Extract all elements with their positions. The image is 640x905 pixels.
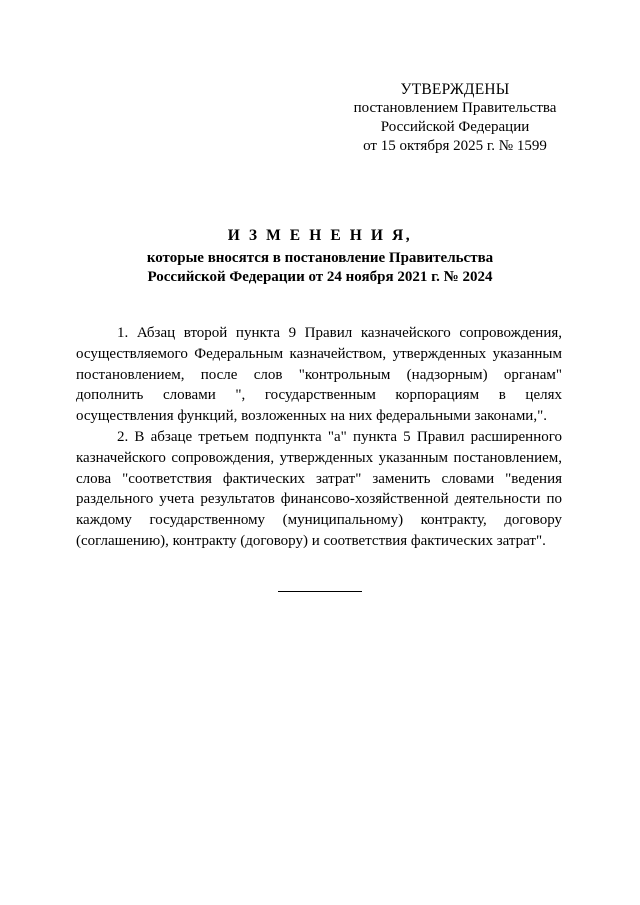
document-title: И З М Е Н Е Н И Я,	[227, 227, 413, 244]
end-separator-line	[278, 591, 362, 592]
approval-line: постановлением Правительства	[353, 100, 557, 116]
document-subtitle-line: Российской Федерации от 24 ноября 2021 г. № 2024	[147, 269, 493, 285]
approval-title: УТВЕРЖДЕНЫ	[400, 81, 510, 98]
approval-line: Российской Федерации	[380, 119, 530, 135]
approval-block	[340, 80, 570, 156]
approval-date-number: от 15 октября 2025 г. № 1599	[363, 138, 547, 154]
document-body	[76, 323, 562, 552]
amendment-paragraph: 2. В абзаце третьем подпункта "а" пункта 5 Правил расширенного казначейского сопровождения, утвержденных указанным постановлением, слова "соответствия фактических затрат" заменить словами "ведения раздельного учета результатов финансово-хозяйственной деятельности по каждому государственному (муниципальному) контракту, договору (соглашению), контракту (договору) и соответствия фактических затрат".	[76, 428, 562, 549]
document-heading	[60, 226, 580, 287]
amendment-paragraph: 1. Абзац второй пункта 9 Правил казначейского сопровождения, осуществляемого Федеральным казначейством, утвержденных указанным постановлением, после слов "контрольным (надзорным) органам" дополнить словами ", государственным корпорациям в целях осуществления функций, возложенных на них федеральными законами,".	[76, 325, 562, 425]
document-subtitle-line: которые вносятся в постановление Правительства	[146, 250, 494, 266]
